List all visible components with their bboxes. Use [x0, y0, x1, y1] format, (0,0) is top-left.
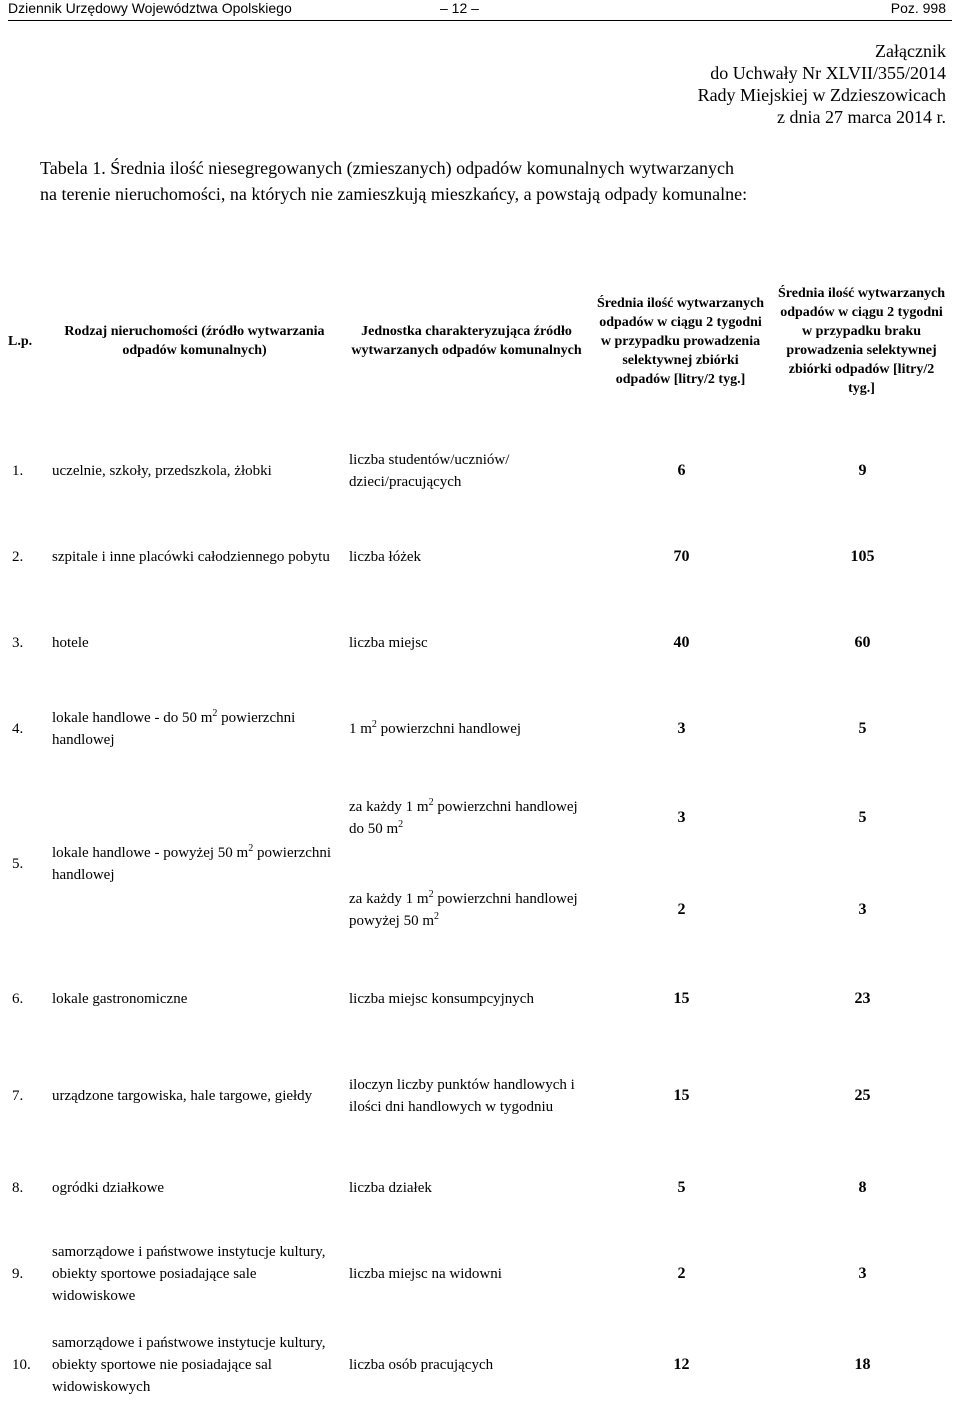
table-row	[8, 686, 952, 772]
header-lp: L.p.	[8, 333, 33, 349]
header-selective: Średnia ilość wytwarzanych odpadów w ciągu 2 tygodni w przypadku prowadzenia selektywnej zbiórki odpadów [litry/2 tyg.]	[597, 295, 764, 387]
table-row	[8, 1042, 952, 1150]
row-non-selective: 18	[854, 1356, 871, 1373]
row-non-selective: 60	[854, 634, 871, 651]
row-unit: liczba studentów/uczniów/ dzieci/pracujących	[349, 452, 510, 490]
row-lp: 7.	[12, 1088, 24, 1104]
row-lp: 1.	[12, 463, 24, 479]
table-caption	[40, 155, 940, 207]
row-selective: 15	[673, 990, 690, 1007]
row-type: uczelnie, szkoły, przedszkola, żłobki	[52, 463, 272, 479]
row-type: lokale gastronomiczne	[52, 991, 188, 1007]
position-number: Poz. 998	[890, 0, 946, 16]
row-type: hotele	[52, 635, 89, 651]
header-property-type: Rodzaj nieruchomości (źródło wytwarzania odpadów komunalnych)	[64, 324, 325, 358]
row-unit-sub: za każdy 1 $m^2$ powierzchni handlowej do 50 $m^2$	[349, 797, 578, 837]
table-row	[8, 1226, 952, 1322]
row-selective: 12	[673, 1356, 690, 1373]
journal-name: Dziennik Urzędowy Województwa Opolskiego	[8, 0, 292, 16]
row-non-selective: 23	[854, 990, 871, 1007]
row-lp: 8.	[12, 1180, 24, 1196]
annex-title: Załącznik	[875, 41, 946, 61]
row-non-selective: 9	[858, 462, 867, 479]
row-type: szpitale i inne placówki całodziennego pobytu	[52, 549, 330, 565]
row-selective: 70	[673, 548, 690, 565]
row-unit: liczba osób pracujących	[349, 1357, 494, 1373]
caption-line-2: na terenie nieruchomości, na których nie zamieszkują mieszkańcy, a powstają odpady komunalne:	[40, 184, 748, 204]
page-header	[8, 0, 952, 21]
row-unit: iloczyn liczby punktów handlowych i ilości dni handlowych w tygodniu	[349, 1077, 575, 1115]
row-unit: liczba miejsc konsumpcyjnych	[349, 991, 534, 1007]
table-row	[8, 514, 952, 600]
row-selective: 2	[677, 901, 686, 918]
table-row	[8, 1150, 952, 1226]
annex-block	[546, 40, 946, 128]
row-lp: 10.	[12, 1357, 31, 1373]
row-lp: 5.	[12, 856, 24, 872]
row-lp: 6.	[12, 991, 24, 1007]
header-unit: Jednostka charakteryzująca źródło wytwarzanych odpadów komunalnych	[351, 324, 582, 358]
row-non-selective: 25	[854, 1087, 871, 1104]
row-selective: 2	[677, 1265, 686, 1282]
row-type: lokale handlowe - do 50 $m^2$ powierzchni handlowej	[52, 708, 296, 748]
row-type: lokale handlowe - powyżej 50 $m^2$ powierzchni handlowej	[52, 843, 332, 883]
row-unit: liczba łóżek	[349, 549, 422, 565]
row-selective: 5	[677, 1179, 686, 1196]
table-row	[8, 1322, 952, 1408]
table-header-row	[8, 254, 952, 428]
row-selective: 6	[677, 462, 686, 479]
row-lp: 4.	[12, 721, 24, 737]
annex-date: z dnia 27 marca 2014 r.	[777, 107, 946, 127]
row-lp: 9.	[12, 1266, 24, 1282]
annex-resolution: do Uchwały Nr XLVII/355/2014	[710, 63, 946, 83]
table-row	[8, 600, 952, 686]
row-non-selective: 5	[858, 809, 867, 826]
row-non-selective: 3	[858, 1265, 867, 1282]
row-type: samorządowe i państwowe instytucje kultury, obiekty sportowe nie posiadające sal widowiskowych	[52, 1335, 326, 1395]
row-selective: 15	[673, 1087, 690, 1104]
row-unit: liczba miejsc	[349, 635, 428, 651]
row-unit: liczba miejsc na widowni	[349, 1266, 502, 1282]
row-lp: 2.	[12, 549, 24, 565]
row-unit: liczba działek	[349, 1180, 432, 1196]
table-row	[8, 956, 952, 1042]
row-type: samorządowe i państwowe instytucje kultury, obiekty sportowe posiadające sale widowiskowe	[52, 1244, 326, 1304]
row-selective: 3	[677, 720, 686, 737]
page-number: – 12 –	[440, 0, 479, 16]
table-row	[8, 772, 952, 864]
caption-line-1: Tabela 1. Średnia ilość niesegregowanych (zmieszanych) odpadów komunalnych wytwarzanych	[40, 158, 734, 178]
row-type: ogródki działkowe	[52, 1180, 165, 1196]
waste-table	[8, 254, 952, 1408]
row-non-selective: 8	[858, 1179, 867, 1196]
row-unit: 1 $m^2$ powierzchni handlowej	[349, 719, 522, 737]
row-non-selective: 5	[858, 720, 867, 737]
annex-council: Rady Miejskiej w Zdzieszowicach	[697, 85, 946, 105]
row-selective: 40	[673, 634, 690, 651]
row-unit-sub: za każdy 1 $m^2$ powierzchni handlowej powyżej 50 $m^2$	[349, 889, 578, 929]
row-type: urządzone targowiska, hale targowe, giełdy	[52, 1088, 313, 1104]
table-row	[8, 428, 952, 514]
row-non-selective: 3	[858, 901, 867, 918]
row-non-selective: 105	[850, 548, 875, 565]
header-non-selective: Średnia ilość wytwarzanych odpadów w ciągu 2 tygodni w przypadku braku prowadzenia selektywnej zbiórki odpadów [litry/2 tyg.]	[778, 286, 945, 396]
row-selective: 3	[677, 809, 686, 826]
row-lp: 3.	[12, 635, 24, 651]
